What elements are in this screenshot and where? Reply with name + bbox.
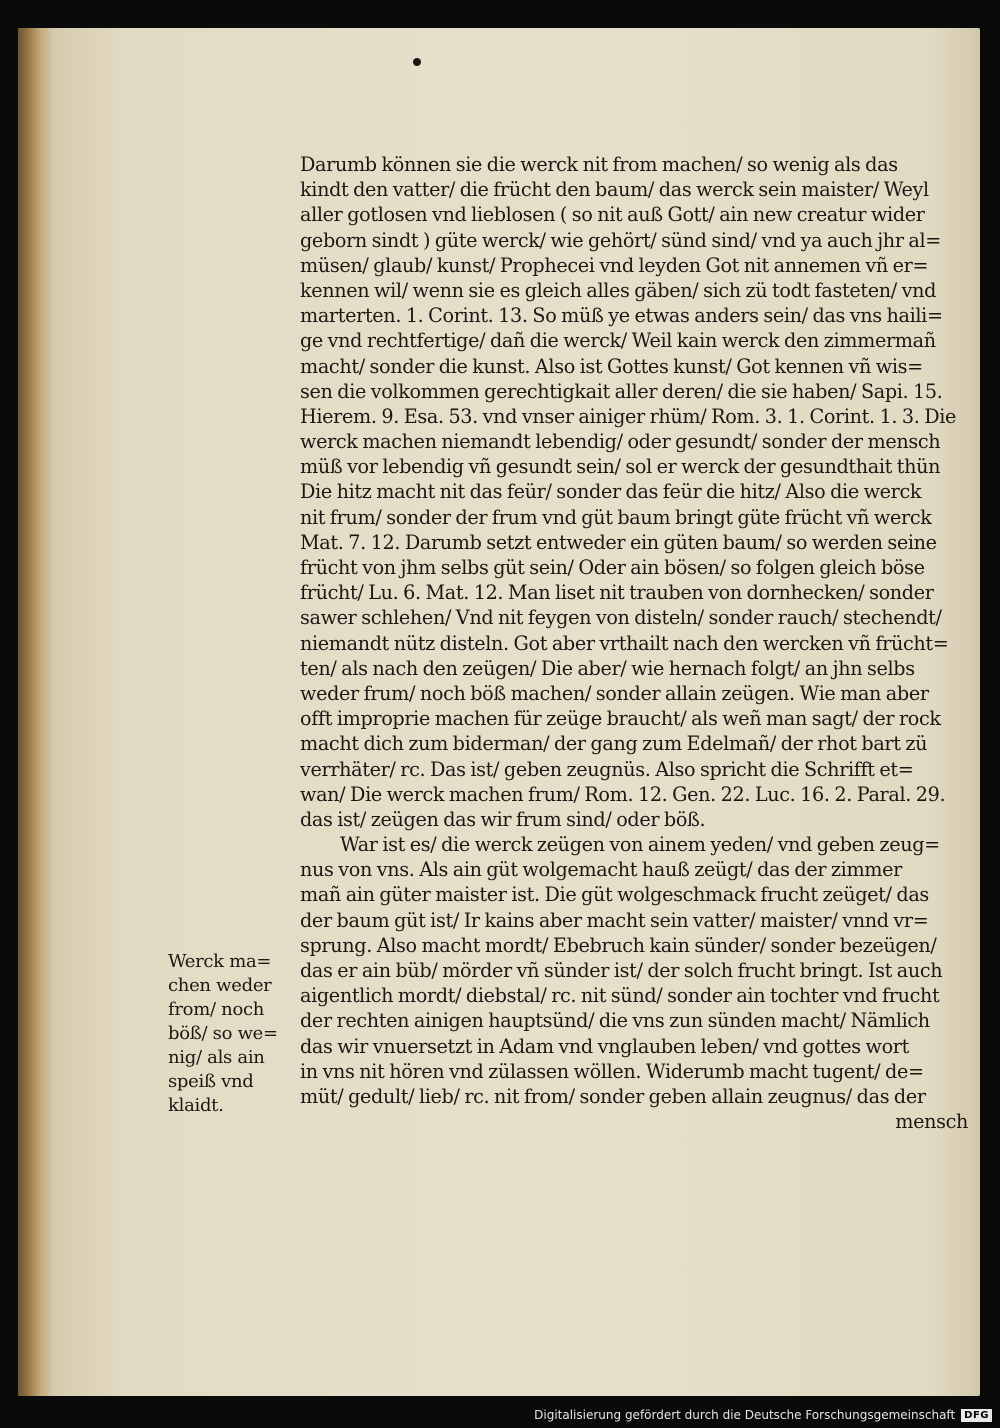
text-line: macht dich zum biderman/ der gang zum Edelmañ/ der rhot bart zü xyxy=(300,732,928,756)
text-line: das er ain büb/ mörder vñ sünder ist/ der solch frucht bringt. Ist auch xyxy=(300,959,943,982)
text-line: Darumb können sie die werck nit from machen/ so wenig als das xyxy=(300,153,898,176)
margin-note-line: chen weder xyxy=(168,975,272,996)
margin-note-line: Werck ma= xyxy=(168,951,272,972)
text-line: sprung. Also macht mordt/ Ebebruch kain sünder/ sonder bezeügen/ xyxy=(300,933,937,957)
text-line: verrhäter/ rc. Das ist/ geben zeugnüs. Also spricht die Schrifft et= xyxy=(300,757,914,781)
digitization-footer xyxy=(534,1408,992,1422)
page-gutter xyxy=(18,28,52,1396)
dfg-logo: DFG xyxy=(961,1409,992,1422)
text-line: aller gotlosen vnd lieblosen ( so nit auß Gott/ ain new creatur wider xyxy=(300,203,925,227)
text-line: nus von vns. Als ain güt wolgemacht hauß zeügt/ das der zimmer xyxy=(300,858,902,882)
text-line: in vns nit hören vnd zülassen wöllen. Widerumb macht tugent/ de= xyxy=(300,1059,924,1083)
text-line: das ist/ zeügen das wir frum sind/ oder böß. xyxy=(300,807,706,831)
text-line: offt improprie machen für zeüge braucht/ als weñ man sagt/ der rock xyxy=(300,707,941,731)
text-line: War ist es/ die werck zeügen von ainem yeden/ vnd geben zeug= xyxy=(340,833,940,857)
text-line: macht/ sonder die kunst. Also ist Gottes kunst/ Got kennen vñ wis= xyxy=(300,354,923,378)
text-line: mañ ain güter maister ist. Die güt wolgeschmack frucht zeüget/ das xyxy=(300,883,929,907)
text-line: der rechten ainigen hauptsünd/ die vns zun sünden macht/ Nämlich xyxy=(300,1009,930,1033)
margin-note-line: speiß vnd xyxy=(168,1071,254,1092)
text-line: marterten. 1. Corint. 13. So müß ye etwas anders sein/ das vns haili= xyxy=(300,304,943,328)
text-line: wan/ Die werck machen frum/ Rom. 12. Gen. 22. Luc. 16. 2. Paral. 29. xyxy=(300,782,946,806)
margin-note-line: klaidt. xyxy=(168,1095,224,1116)
text-line: das wir vnuersetzt in Adam vnd vnglauben leben/ vnd gottes wort xyxy=(300,1034,909,1058)
text-line: mensch xyxy=(895,1110,968,1134)
text-line: müß vor lebendig vñ gesundt sein/ sol er werck der gesundthait thün xyxy=(300,455,941,479)
text-line: aigentlich mordt/ diebstal/ rc. nit sünd/ sonder ain tochter vnd frucht xyxy=(300,984,940,1008)
text-line: ten/ als nach den zeügen/ Die aber/ wie hernach folgt/ an jhn selbs xyxy=(300,656,915,680)
text-line: kindt den vatter/ die frücht den baum/ das werck sein maister/ Weyl xyxy=(300,178,929,202)
margin-note xyxy=(168,950,296,1118)
text-line: nit frum/ sonder der frum vnd güt baum bringt güte frücht vñ werck xyxy=(300,505,932,529)
text-line: frücht von jhm selbs güt sein/ Oder ain bösen/ so folgen gleich böse xyxy=(300,556,925,579)
text-line: werck machen niemandt lebendig/ oder gesundt/ sonder der mensch xyxy=(300,430,941,454)
text-line: der baum güt ist/ Ir kains aber macht sein vatter/ maister/ vnnd vr= xyxy=(300,908,929,932)
margin-note-line: böß/ so we= xyxy=(168,1023,278,1044)
text-line: frücht/ Lu. 6. Mat. 12. Man liset nit trauben von dornhecken/ sonder xyxy=(300,581,934,605)
text-line: kennen wil/ wenn sie es gleich alles gäben/ sich zü todt fasteten/ vnd xyxy=(300,278,937,302)
text-line: Hierem. 9. Esa. 53. vnd vnser ainiger rhüm/ Rom. 3. 1. Corint. 1. 3. Die xyxy=(300,404,957,428)
printer-mark xyxy=(413,58,421,66)
footer-credit: Digitalisierung gefördert durch die Deutsche Forschungsgemeinschaft xyxy=(534,1408,956,1422)
text-line: müsen/ glaub/ kunst/ Prophecei vnd leyden Got nit annemen vñ er= xyxy=(300,253,929,277)
text-line: sawer schlehen/ Vnd nit feygen von disteln/ sonder rauch/ stechendt/ xyxy=(300,606,942,630)
text-line: niemandt nütz disteln. Got aber vrthailt nach den wercken vñ frücht= xyxy=(300,631,949,655)
margin-note-line: from/ noch xyxy=(168,999,265,1020)
text-line: Die hitz macht nit das feür/ sonder das feür die hitz/ Also die werck xyxy=(300,480,922,504)
margin-note-line: nig/ als ain xyxy=(168,1047,265,1068)
text-line: weder frum/ noch böß machen/ sonder allain zeügen. Wie man aber xyxy=(300,681,929,705)
text-line: sen die volkommen gerechtigkait aller deren/ die sie haben/ Sapi. 15. xyxy=(300,379,943,403)
main-text-block xyxy=(300,152,968,1134)
text-line: geborn sindt ) güte werck/ wie gehört/ sünd sind/ vnd ya auch jhr al= xyxy=(300,228,941,252)
text-line: ge vnd rechtfertige/ dañ die werck/ Weil kain werck den zimmermañ xyxy=(300,329,936,353)
text-line: müt/ gedult/ lieb/ rc. nit from/ sonder geben allain zeugnus/ das der xyxy=(300,1084,926,1108)
text-line: Mat. 7. 12. Darumb setzt entweder ein güten baum/ so werden seine xyxy=(300,530,937,554)
